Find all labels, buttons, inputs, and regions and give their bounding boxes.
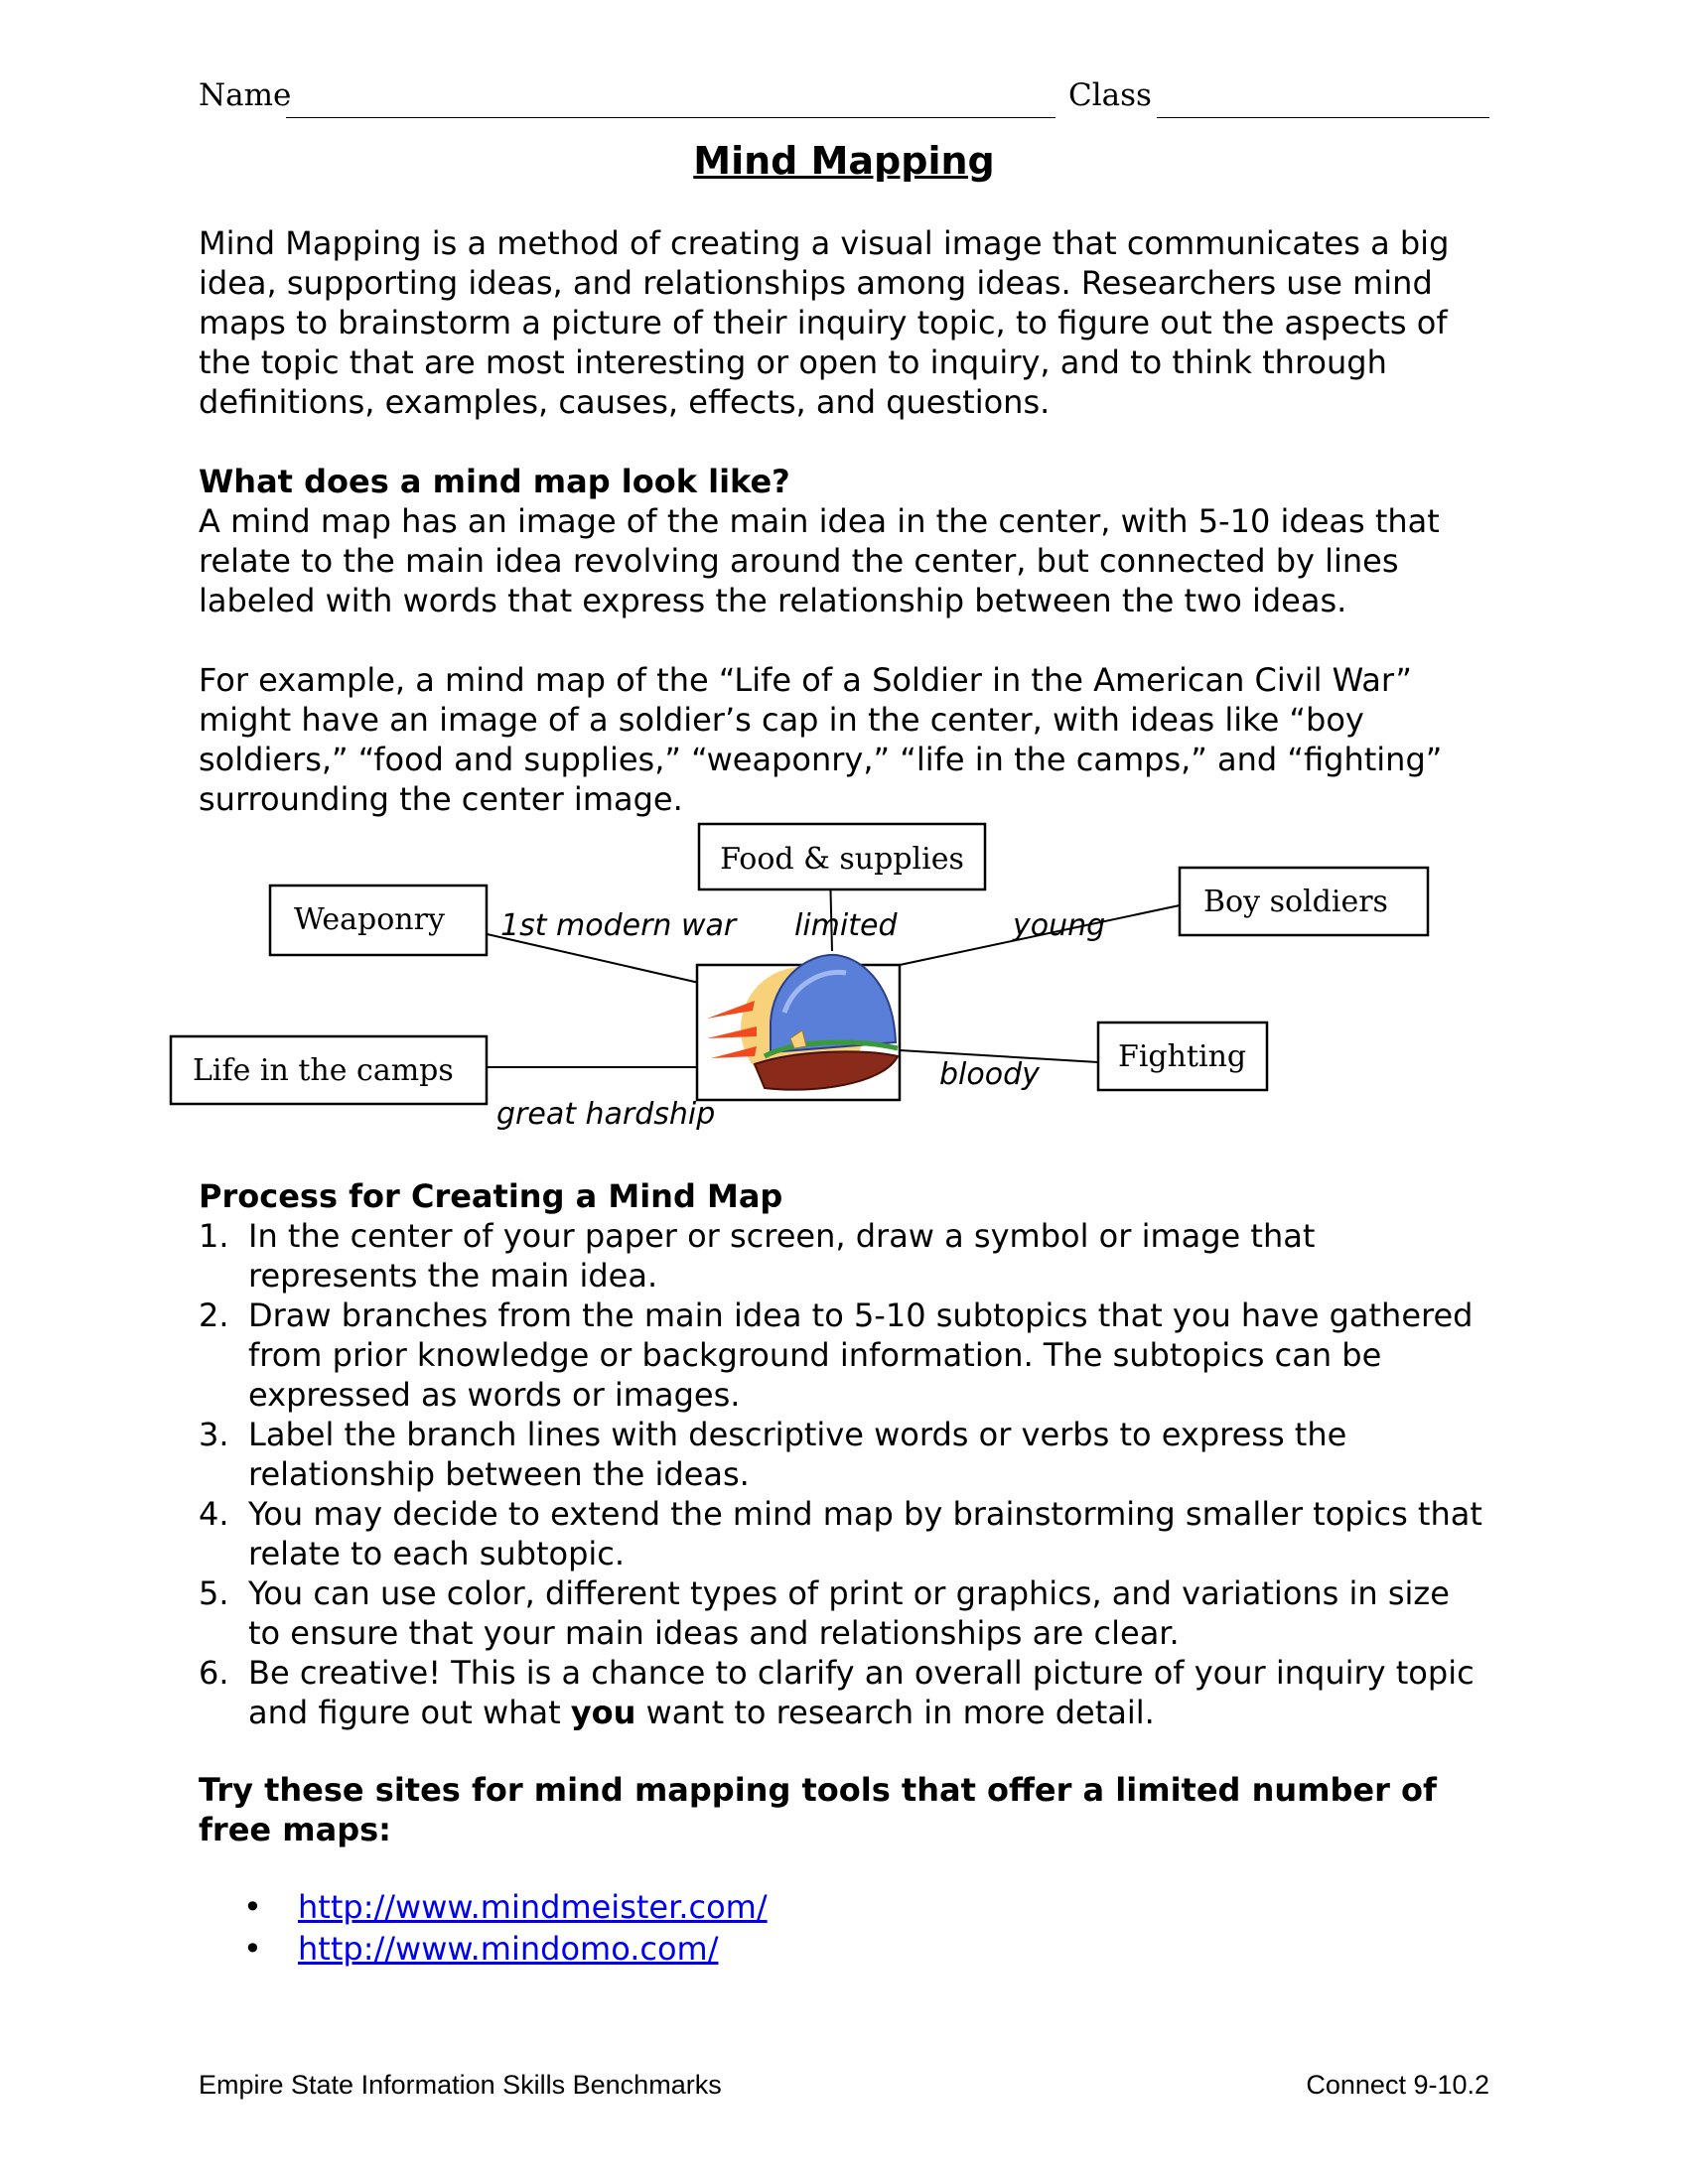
bullet-icon: •: [243, 1930, 262, 1968]
step-text-emphasis: you: [570, 1694, 636, 1731]
list-item: [199, 1216, 1489, 1296]
section-heading-sites: Try these sites for mind mapping tools that offer a limited number of free maps:: [199, 1771, 1437, 1848]
list-item: [243, 1928, 768, 1970]
class-field-line[interactable]: [1157, 117, 1489, 118]
node-boy-label: Boy soldiers: [1203, 885, 1388, 919]
step-number: 4.: [199, 1495, 229, 1533]
node-food-supplies: [699, 824, 985, 889]
step-text: Draw branches from the main idea to 5-10 subtopics that you have gathered from prior knowledge or background information. The subtopics can be expressed as words or images.: [248, 1297, 1474, 1414]
link-mindmeister[interactable]: http://www.mindmeister.com/: [298, 1888, 768, 1926]
footer-left: Empire State Information Skills Benchmarks: [199, 2070, 722, 2100]
node-camps-label: Life in the camps: [193, 1053, 454, 1088]
step-number: 1.: [199, 1217, 229, 1255]
step-number: 6.: [199, 1654, 229, 1692]
step-text: In the center of your paper or screen, draw a symbol or image that represents the main idea.: [248, 1217, 1316, 1295]
example-paragraph: For example, a mind map of the “Life of a Soldier in the American Civil War” might have an image of a soldier’s cap in the center, with ideas like “boy soldiers,” “food and supplies,” “weaponry,” “life in the camps,” and “fighting” surrounding the center image.: [199, 661, 1443, 818]
node-life-in-camps: [171, 1036, 487, 1104]
list-item: [243, 1886, 768, 1928]
name-field-line[interactable]: [286, 117, 1055, 118]
list-item: [199, 1296, 1489, 1415]
page-title: Mind Mapping: [693, 139, 995, 183]
step-text: Label the branch lines with descriptive words or verbs to express the relationship between the ideas.: [248, 1416, 1347, 1493]
node-food-label: Food & supplies: [720, 842, 964, 877]
link-label-boy: young: [1013, 908, 1106, 943]
list-item: [199, 1494, 1489, 1573]
step-text: Be creative! This is a chance to clarify an overall picture of your inquiry topic and figure out what: [248, 1654, 1475, 1731]
link-label-fighting: bloody: [939, 1057, 1040, 1092]
node-weaponry: [270, 886, 487, 955]
step-number: 5.: [199, 1574, 229, 1612]
step-text: You may decide to extend the mind map by brainstorming smaller topics that relate to each subtopic.: [248, 1495, 1482, 1572]
list-item: [199, 1415, 1489, 1494]
list-item: [199, 1653, 1489, 1732]
center-image: [697, 955, 900, 1100]
footer-right: Connect 9-10.2: [1306, 2070, 1489, 2100]
step-text: You can use color, different types of print or graphics, and variations in size to ensure that your main ideas and relationships are clear.: [248, 1574, 1450, 1652]
section-heading-process: Process for Creating a Mind Map: [199, 1177, 783, 1215]
intro-paragraph: Mind Mapping is a method of creating a visual image that communicates a big idea, supporting ideas, and relationships among ideas. Researchers use mind maps to brainstorm a picture of their inquiry topic, to figure out the aspects of the topic that are most interesting or open to inquiry, and to think through definitions, examples, causes, effects, and questions.: [199, 224, 1450, 421]
link-label-food: limited: [794, 908, 898, 943]
step-number: 3.: [199, 1416, 229, 1453]
name-label: Name: [199, 77, 292, 113]
mind-map-diagram: [0, 814, 1688, 1142]
node-fighting: [1098, 1023, 1267, 1090]
link-label-weaponry: 1st modern war: [500, 908, 737, 943]
node-fighting-label: Fighting: [1118, 1039, 1247, 1074]
node-weaponry-label: Weaponry: [294, 902, 445, 937]
section-heading-look: What does a mind map look like?: [199, 463, 790, 500]
link-mindomo[interactable]: http://www.mindomo.com/: [298, 1930, 719, 1968]
sites-list: [243, 1886, 768, 1970]
bullet-icon: •: [243, 1888, 262, 1926]
name-class-header: [199, 77, 1489, 127]
node-boy-soldiers: [1180, 868, 1428, 935]
process-steps-list: [199, 1216, 1489, 1732]
list-item: [199, 1573, 1489, 1653]
class-label: Class: [1068, 77, 1152, 113]
link-label-camps: great hardship: [496, 1097, 716, 1132]
step-number: 2.: [199, 1297, 229, 1334]
section-body-look: A mind map has an image of the main idea in the center, with 5-10 ideas that relate to the main idea revolving around the center, but connected by lines labeled with words that express the relationship between the two ideas.: [199, 502, 1440, 619]
step-text-tail: want to research in more detail.: [635, 1694, 1155, 1731]
